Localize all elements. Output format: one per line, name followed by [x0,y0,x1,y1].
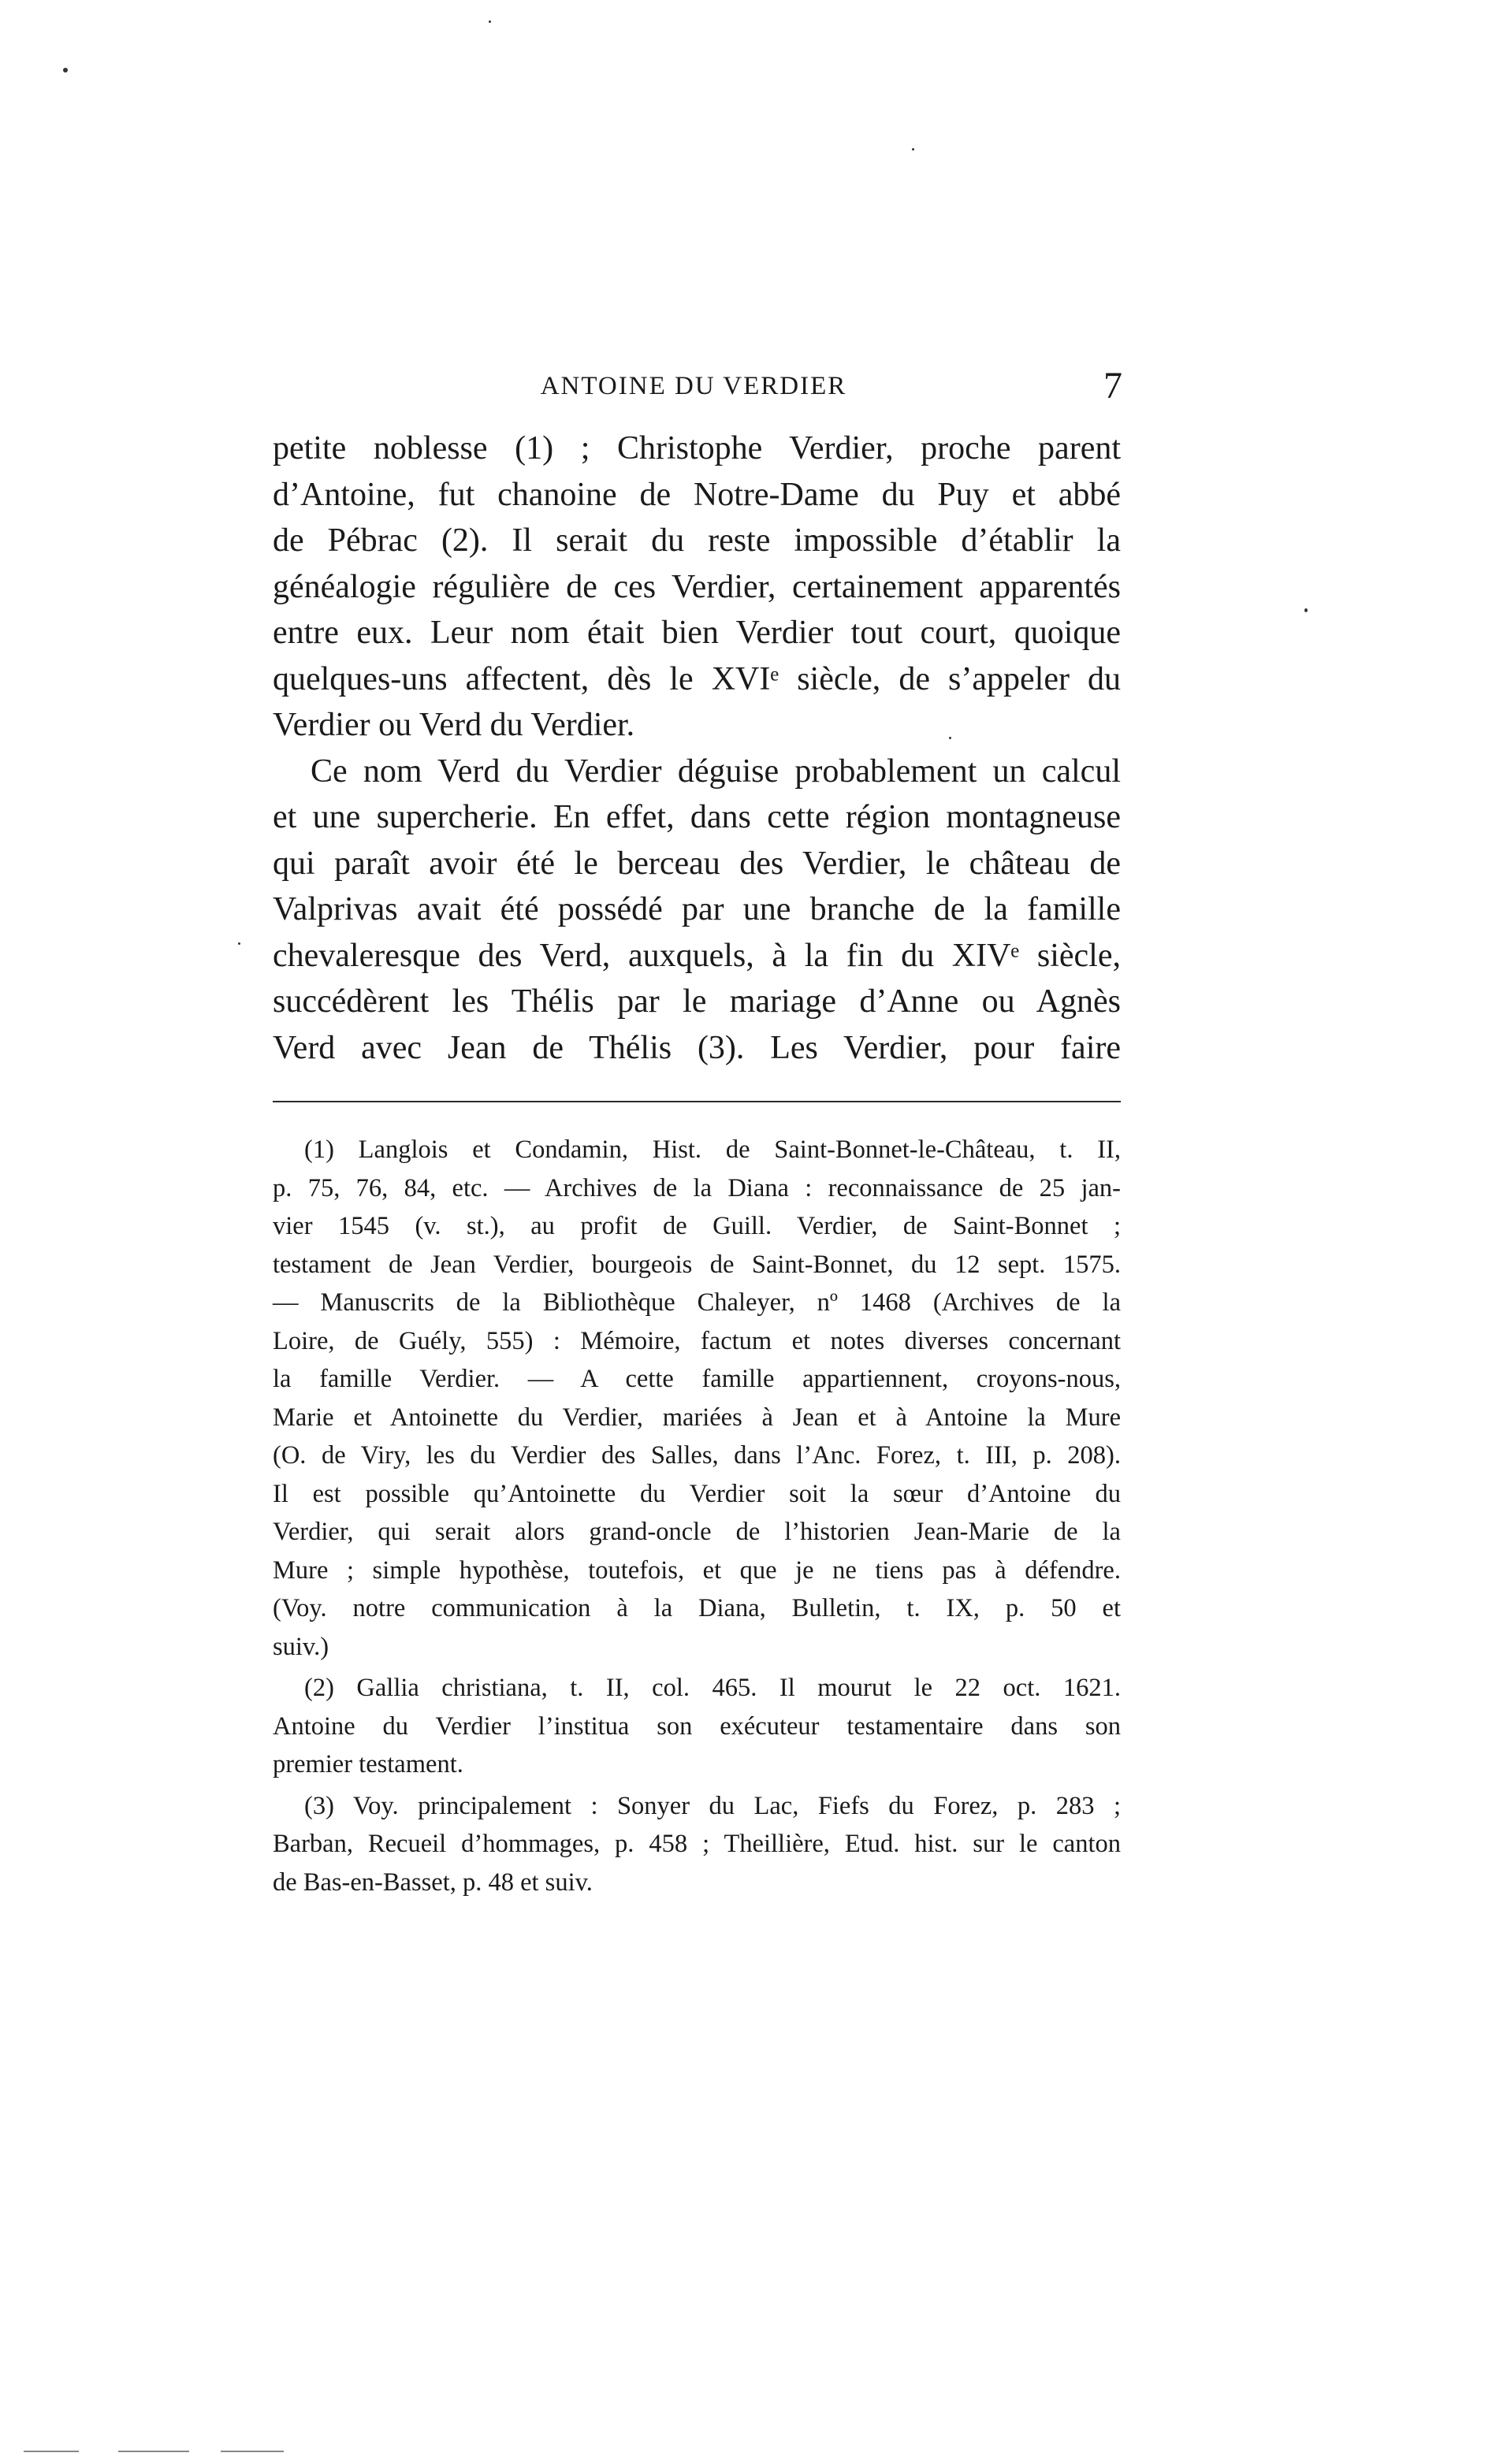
text-line: d’Antoine, fut chanoine de Notre-Dame du Puy et abbé [273,476,1121,513]
footnote-line: (1) Langlois et Condamin, Hist. de Saint-Bonnet-le-Château, t. II, [304,1135,1121,1164]
footnote-line: (Voy. notre communication à la Diana, Bulletin, t. IX, p. 50 et [273,1594,1121,1622]
footnote-line: Mure ; simple hypothèse, toutefois, et que je ne tiens pas à défendre. [273,1555,1121,1585]
text-line: et une supercherie. En effet, dans cette région montagneuse [273,799,1121,835]
footnote-3 [273,1787,1121,1902]
text-line: Valprivas avait été possédé par une branche de la famille [273,891,1121,927]
footnote-line: Loire, de Guély, 555) : Mémoire, factum et notes diverses concernant [273,1326,1121,1355]
footnote-line: — Manuscrits de la Bibliothèque Chaleyer, nº 1468 (Archives de la [273,1288,1121,1317]
footnotes [273,1131,1121,1901]
text-line: Verd avec Jean de Thélis (3). Les Verdier, pour faire [273,1029,1121,1066]
footnote-line: (2) Gallia christiana, t. II, col. 465. Il mourut le 22 oct. 1621. [304,1674,1121,1702]
text-line: Ce nom Verd du Verdier déguise probablement un calcul [311,753,1121,790]
footnote-rule [273,1101,1121,1102]
text-line: quelques-uns affectent, dès le XVIᵉ siècle, de s’appeler du [273,660,1121,697]
text-line: entre eux. Leur nom était bien Verdier tout court, quoique [273,615,1121,651]
footnote-line: suiv.) [273,1632,329,1661]
footnote-line: de Bas-en-Basset, p. 48 et suiv. [273,1868,593,1897]
text-line: qui paraît avoir été le berceau des Verdier, le château de [273,845,1121,882]
text-line: de Pébrac (2). Il serait du reste impossible d’établir la [273,522,1121,559]
footnote-line: Antoine du Verdier l’institua son exécuteur testamentaire dans son [273,1711,1121,1741]
text-line: succédèrent les Thélis par le mariage d’Anne ou Agnès [273,983,1121,1020]
footnote-1 [273,1131,1121,1666]
footnote-line: Il est possible qu’Antoinette du Verdier soit la sœur d’Antoine du [273,1479,1121,1508]
footnote-line: Verdier, qui serait alors grand-oncle de l’historien Jean-Marie de la [273,1518,1121,1546]
footnote-line: testament de Jean Verdier, bourgeois de Saint-Bonnet, du 12 sept. 1575. [273,1250,1121,1279]
footnote-line: premier testament. [273,1750,463,1778]
text-line: petite noblesse (1) ; Christophe Verdier, proche parent [273,430,1121,466]
footnote-line: Marie et Antoinette du Verdier, mariées à Jean et à Antoine la Mure [273,1403,1121,1432]
footnote-2 [273,1669,1121,1784]
footnote-line: (O. de Viry, les du Verdier des Salles, dans l’Anc. Forez, t. III, p. 208). [273,1441,1121,1470]
running-header [268,364,1122,411]
running-title: ANTOINE DU VERDIER [540,372,847,400]
footnote-line: (3) Voy. principalement : Sonyer du Lac, Fiefs du Forez, p. 283 ; [304,1791,1121,1820]
text-line: Verdier ou Verd du Verdier. [273,707,635,743]
footnote-line: vier 1545 (v. st.), au profit de Guill. Verdier, de Saint-Bonnet ; [273,1212,1121,1240]
footnote-line: p. 75, 76, 84, etc. — Archives de la Diana : reconnaissance de 25 jan- [273,1173,1121,1202]
main-text [273,426,1121,1071]
footnote-line: Barban, Recueil d’hommages, p. 458 ; Theillière, Etud. hist. sur le canton [273,1830,1121,1858]
text-line: chevaleresque des Verd, auxquels, à la fin du XIVᵉ siècle, [273,937,1121,974]
scan-edge-marks [0,2451,1492,2453]
page-number: 7 [1103,365,1122,407]
text-line: généalogie régulière de ces Verdier, certainement apparentés [273,568,1121,605]
footnote-line: la famille Verdier. — A cette famille appartiennent, croyons-nous, [273,1365,1121,1393]
